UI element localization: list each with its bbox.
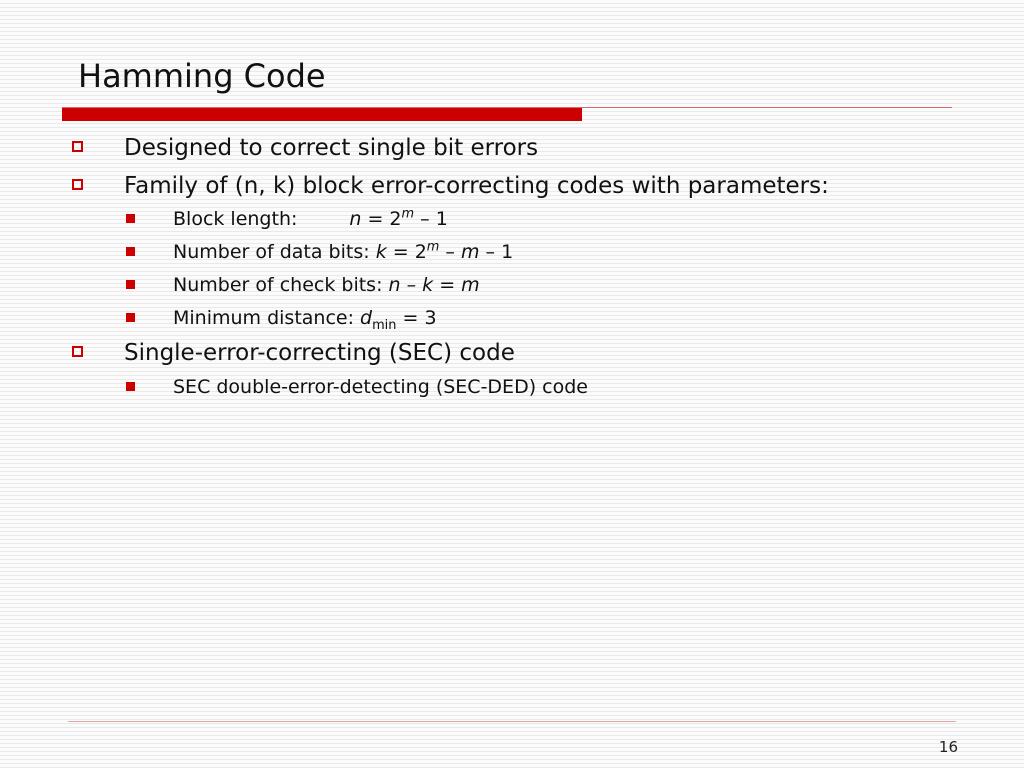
hollow-square-bullet-icon	[72, 141, 83, 152]
bullet-item-family	[124, 171, 829, 201]
bullet-item-sec	[124, 338, 515, 368]
math-var-k: k	[375, 241, 387, 263]
page-number: 16	[938, 738, 958, 756]
hollow-square-bullet-icon	[72, 179, 83, 190]
math-tail: = 3	[396, 307, 437, 329]
math-exponent-m: m	[426, 239, 440, 255]
math-var-n: n	[388, 274, 401, 296]
math-tail: – 1	[414, 208, 448, 230]
footer-rule	[68, 721, 956, 722]
filled-square-bullet-icon	[126, 382, 135, 391]
filled-square-bullet-icon	[126, 247, 135, 256]
math-minus: –	[439, 241, 461, 263]
math-var-m: m	[461, 274, 480, 296]
math-var-n: n	[349, 208, 362, 230]
filled-square-bullet-icon	[126, 280, 135, 289]
math-exponent-m: m	[401, 206, 415, 222]
math-minus: –	[400, 274, 423, 296]
sub-bullet-label: Number of data bits:	[173, 241, 376, 263]
filled-square-bullet-icon	[126, 313, 135, 322]
math-tail: – 1	[479, 241, 514, 263]
sub-bullet-label: Minimum distance:	[173, 307, 361, 329]
sub-bullet-check-bits	[173, 272, 480, 298]
sub-bullet-block-length	[173, 206, 448, 232]
sub-bullet-data-bits	[173, 239, 513, 265]
sub-bullet-label: Block length:	[173, 208, 298, 230]
math-var-d: d	[360, 307, 373, 329]
bullet-item-designed	[124, 133, 538, 163]
title-accent-bar	[62, 108, 582, 121]
math-equals: =	[433, 274, 462, 296]
math-var-k: k	[422, 274, 434, 296]
math-equals: = 2	[361, 208, 402, 230]
sub-bullet-sec-ded	[173, 374, 588, 400]
bullet-text: Single-error-correcting (SEC) code	[124, 340, 515, 366]
sub-bullet-min-distance	[173, 305, 437, 331]
slide-title: Hamming Code	[78, 57, 326, 95]
bullet-text: Family of (n, k) block error-correcting codes with parameters:	[124, 173, 829, 199]
math-var-m: m	[460, 241, 480, 263]
sub-bullet-label: Number of check bits:	[173, 274, 389, 296]
sub-bullet-label: SEC double-error-detecting (SEC-DED) code	[173, 376, 588, 398]
bullet-text: Designed to correct single bit errors	[124, 135, 539, 161]
math-equals: = 2	[386, 241, 427, 263]
filled-square-bullet-icon	[126, 214, 135, 223]
math-subscript-min: min	[372, 317, 397, 333]
hollow-square-bullet-icon	[72, 346, 83, 357]
